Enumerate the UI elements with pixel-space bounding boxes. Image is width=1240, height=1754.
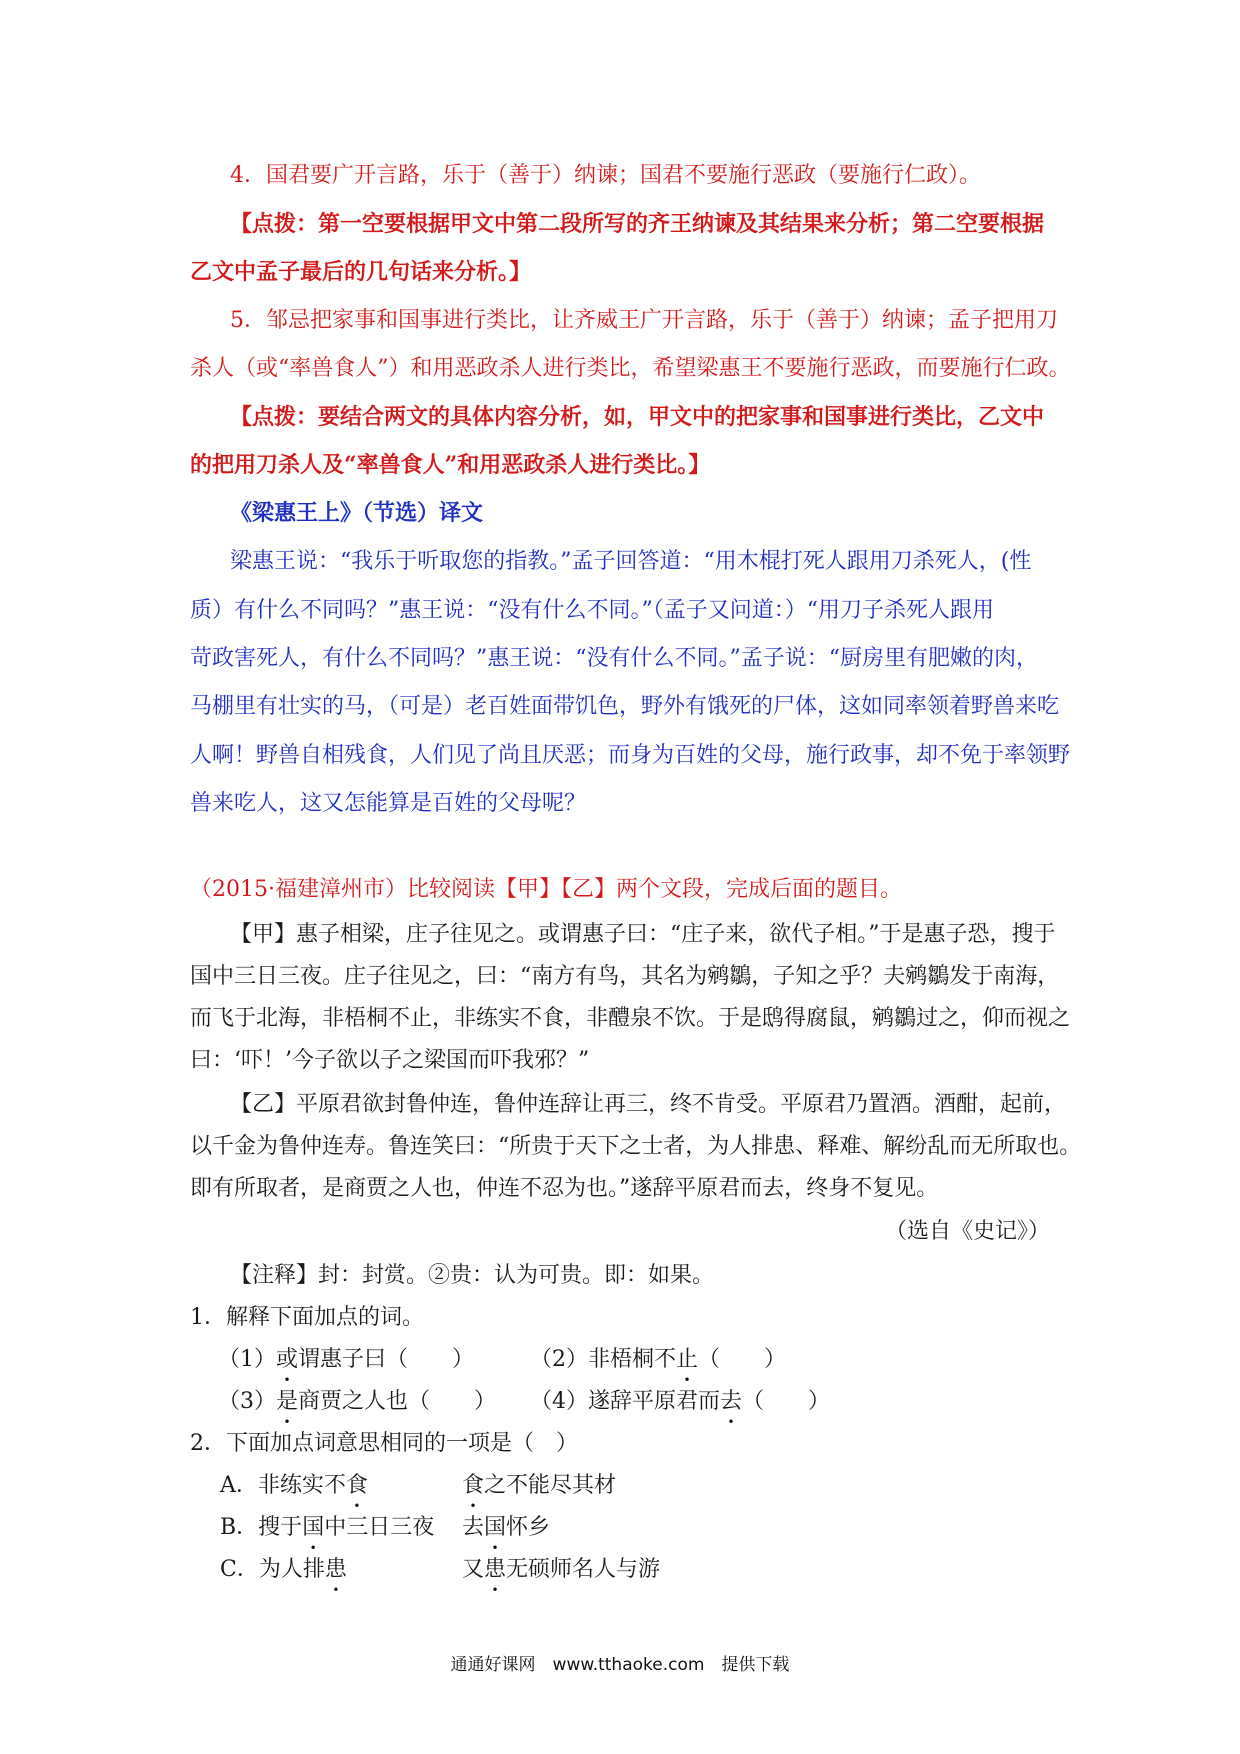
passage-yi-line: 以千金为鲁仲连寿。鲁连笑曰：“所贵于天下之士者，为人排患、释难、解纷乱而无所取也。 [190,1134,1082,1159]
translation-line: 梁惠王说：“我乐于听取您的指教。”孟子回答道：“用木棍打死人跟用刀杀死人，(性 [230,549,1032,574]
q1-item-4: （4）遂辞平原君而去（ ） [530,1389,831,1414]
answer-5-line-1: 5．邹忌把家事和国事进行类比，让齐威王广开言路，乐于（善于）纳谏；孟子把用刀 [230,308,1058,333]
source-citation: （选自《史记》） [884,1219,1050,1244]
page-footer: 通通好课网 www.tthaoke.com 提供下载 [450,1655,790,1675]
annotation-note: 【注释】封：封赏。②贵：认为可贵。即：如果。 [230,1263,715,1288]
q2-option-a-left: A．非练实不食 [220,1473,368,1498]
q2-option-c-left: C．为人排患 [220,1557,347,1582]
q2-option-b-left: B．搜于国中三日三夜 [220,1515,435,1540]
translation-line: 人啊！野兽自相残食，人们见了尚且厌恶；而身为百姓的父母，施行政事，却不免于率领野 [190,743,1071,768]
hint-4-line-2: 乙文中孟子最后的几句话来分析。】 [190,259,532,285]
q1-item-1: （1）或谓惠子曰（ ） [218,1347,475,1372]
hint-5-line-2: 的把用刀杀人及“率兽食人”和用恶政杀人进行类比。】 [190,452,711,478]
question-2: 2．下面加点词意思相同的一项是（ ） [190,1431,578,1456]
reading-heading: （2015·福建漳州市）比较阅读【甲】【乙】两个文段，完成后面的题目。 [190,877,902,902]
translation-line: 苛政害死人，有什么不同吗？”惠王说：“没有什么不同。”孟子说：“厨房里有肥嫩的肉， [190,646,1038,671]
q2-option-c-right: 又患无硕师名人与游 [462,1557,661,1582]
answer-5-line-2: 杀人（或“率兽食人”）和用恶政杀人进行类比，希望梁惠王不要施行恶政，而要施行仁政。 [190,356,1071,381]
passage-jia-line: 而飞于北海，非梧桐不止，非练实不食，非醴泉不饮。于是鸱得腐鼠，鹓鶵过之，仰而视之 [190,1006,1071,1031]
q2-option-b-right: 去国怀乡 [462,1515,551,1540]
hint-5-line-1: 【点拨：要结合两文的具体内容分析，如，甲文中的把家事和国事进行类比，乙文中 [230,404,1045,430]
passage-yi-line: 【乙】平原君欲封鲁仲连，鲁仲连辞让再三，终不肯受。平原君乃置酒。酒酣，起前， [230,1092,1067,1117]
translation-line: 兽来吃人，这又怎能算是百姓的父母呢？ [190,791,587,816]
q2-option-a-right: 食之不能尽其材 [462,1473,617,1498]
answer-4: 4．国君要广开言路，乐于（善于）纳谏；国君不要施行恶政（要施行仁政）。 [230,163,981,188]
translation-line: 马棚里有壮实的马，（可是）老百姓面带饥色，野外有饿死的尸体，这如同率领着野兽来吃 [190,694,1060,719]
translation-line: 质）有什么不同吗？”惠王说：“没有什么不同。”（孟子又问道：）“用刀子杀死人跟用 [190,598,994,623]
question-1: 1．解释下面加点的词。 [190,1305,424,1330]
q1-item-2: （2）非梧桐不止（ ） [530,1347,787,1372]
hint-4-line-1: 【点拨：第一空要根据甲文中第二段所写的齐王纳谏及其结果来分析；第二空要根据 [230,211,1045,237]
passage-jia-line: 曰：‘吓！’今子欲以子之梁国而吓我邪？” [190,1048,590,1073]
q1-item-3: （3）是商贾之人也（ ） [218,1389,497,1414]
passage-jia-line: 【甲】惠子相梁，庄子往见之。或谓惠子曰：“庄子来，欲代子相。”于是惠子恐，搜于 [230,922,1056,947]
passage-jia-line: 国中三日三夜。庄子往见之，曰：“南方有鸟，其名为鹓鶵，子知之乎？夫鹓鶵发于南海， [190,964,1060,989]
passage-yi-line: 即有所取者，是商贾之人也，仲连不忍为也。”遂辞平原君而去，终身不复见。 [190,1176,939,1201]
translation-title: 《梁惠王上》（节选）译文 [230,500,484,526]
